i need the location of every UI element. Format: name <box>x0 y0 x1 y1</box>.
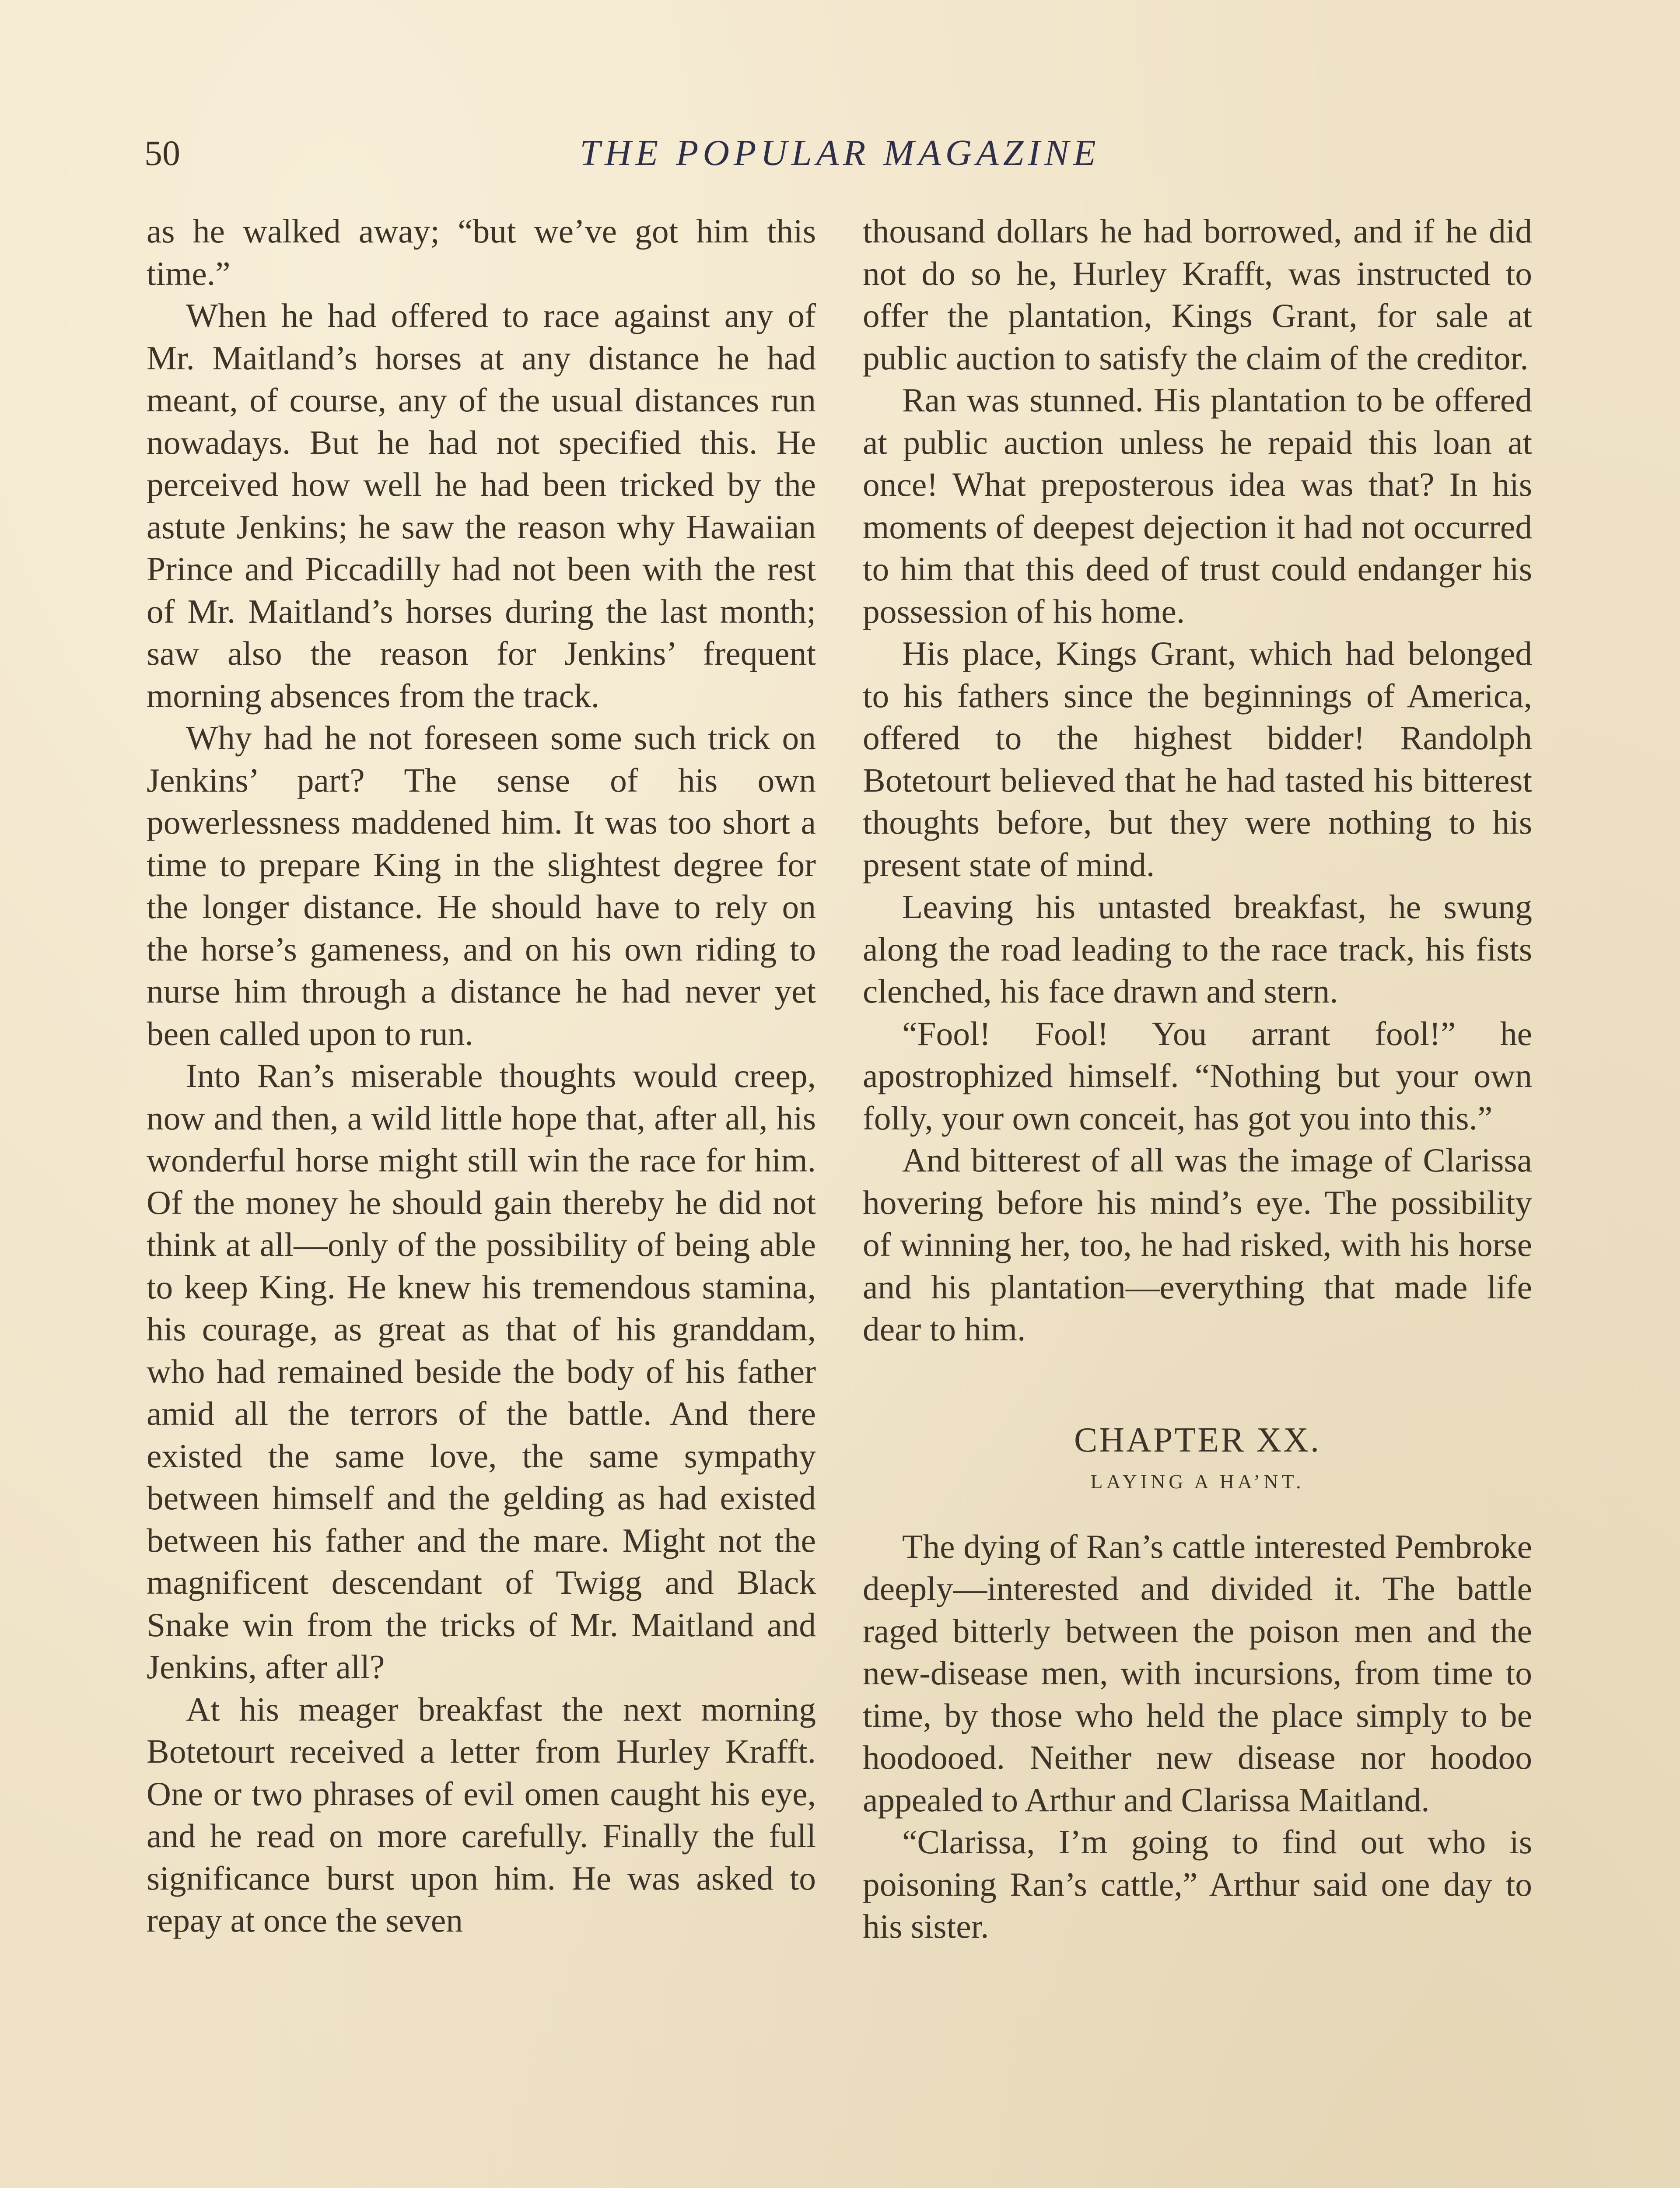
paragraph: Leaving his untasted breakfast, he swung along the road leading to the race track, his fists clenched, his face drawn and stern. <box>863 888 1532 1010</box>
paragraph: “Fool! Fool! You arrant fool!” he apostrophized himself. “Nothing but your own folly, your own conceit, has got you into this.” <box>863 1014 1532 1137</box>
paragraph: “Clarissa, I’m going to find out who is poisoning Ran’s cattle,” Arthur said one day to his sister. <box>863 1823 1532 1945</box>
paragraph: His place, Kings Grant, which had belonged to his fathers since the beginnings of America, offered to the highest bidder! Randolph Botetourt believed that he had tasted his bitterest thoughts before, but they were nothing to his present state of mind. <box>863 635 1532 884</box>
paragraph: Ran was stunned. His plantation to be offered at public auction unless he repaid this loan at once! What preposterous idea was that? In his moments of deepest dejection it had not occurred to him that this deed of trust could endanger his possession of his home. <box>863 381 1532 630</box>
paragraph: When he had offered to race against any of Mr. Maitland’s horses at any distance he had meant, of course, any of the usual distances run nowadays. But he had not specified this. He perceived how well he had been tricked by the astute Jenkins; he saw the reason why Hawaiian Prince and Piccadilly had not been with the rest of Mr. Maitland’s horses during the last month; saw also the reason for Jenkins’ frequent morning absences from the track. <box>147 297 816 715</box>
page-number: 50 <box>144 133 180 173</box>
paragraph: thousand dollars he had borrowed, and if he did not do so he, Hurley Krafft, was instructed to offer the plantation, Kings Grant, for sale at public auction to satisfy the claim of the creditor. <box>863 212 1532 377</box>
paragraph: Into Ran’s miserable thoughts would creep, now and then, a wild little hope that, after all, his wonderful horse might still win the race for him. Of the money he should gain thereby he did not think at all—only of the possibility of being able to keep King. He knew his tremendous stamina, his courage, as great as that of his granddam, who had remained beside the body of his father amid all the terrors of the battle. And there existed the same love, the same sympathy between himself and the gelding as had existed between his father and the mare. Might not the magnificent descendant of Twigg and Black Snake win from the tricks of Mr. Maitland and Jenkins, after all? <box>147 1057 816 1686</box>
paragraph: Why had he not foreseen some such trick on Jenkins’ part? The sense of his own powerlessness maddened him. It was too short a time to prepare King in the slightest degree for the longer distance. He should have to rely on the horse’s gameness, and on his own riding to nurse him through a distance he had never yet been called upon to run. <box>147 719 816 1052</box>
left-column <box>147 210 816 1942</box>
paragraph: as he walked away; “but we’ve got him this time.” <box>147 212 816 292</box>
paragraph: At his meager breakfast the next morning Botetourt received a letter from Hurley Krafft. One or two phrases of evil omen caught his eye, and he read on more carefully. Finally the full significance burst upon him. He was asked to repay at once the seven <box>147 1690 816 1939</box>
chapter-subtitle: LAYING A HA’NT. <box>1090 1470 1305 1493</box>
paragraph: The dying of Ran’s cattle interested Pembroke deeply—interested and divided it. The battle raged bitterly between the poison men and the new-disease men, with incursions, from time to time, by those who held the place simply to be hoodooed. Neither new disease nor hoodoo appealed to Arthur and Clarissa Maitland. <box>863 1527 1532 1819</box>
paragraph: And bitterest of all was the image of Clarissa hovering before his mind’s eye. The possibility of winning her, too, he had risked, with his horse and his plantation—everything that made life dear to him. <box>863 1141 1532 1348</box>
running-head <box>144 127 1536 179</box>
magazine-title: THE POPULAR MAGAZINE <box>580 133 1100 173</box>
right-column <box>863 210 1532 1948</box>
chapter-heading: CHAPTER XX. <box>1074 1420 1321 1459</box>
